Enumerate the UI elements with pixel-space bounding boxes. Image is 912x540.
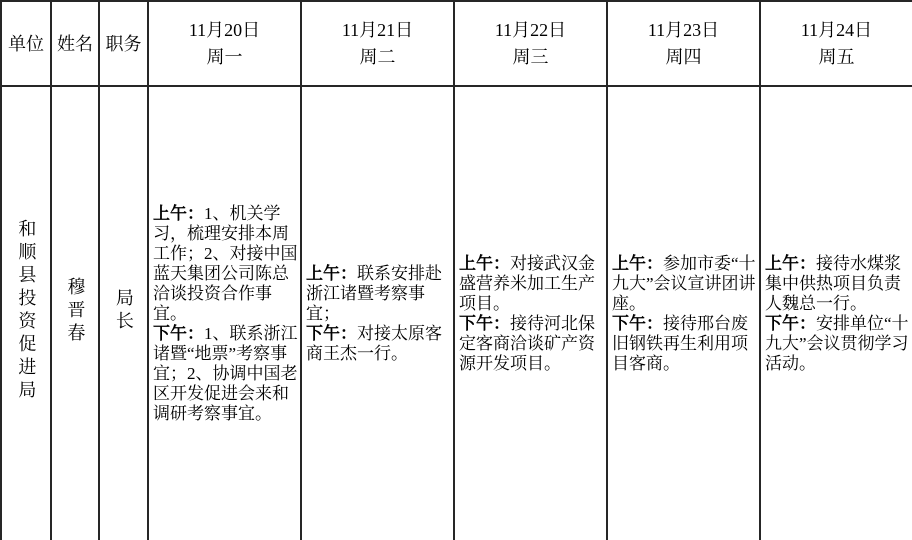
morning-text: 参加市委“十九大”会议宣讲团讲座。: [612, 253, 756, 313]
morning-label: 上午：: [153, 203, 204, 223]
afternoon-entry: [765, 314, 910, 374]
header-date: 11月24日: [800, 19, 873, 40]
header-day-friday: [760, 1, 912, 86]
afternoon-entry: [306, 324, 451, 364]
name-value: 穆晋春: [65, 276, 86, 346]
schedule-cell-thursday: [607, 86, 760, 540]
morning-entry: [765, 254, 910, 314]
afternoon-text: 接待邢台废旧钢铁再生利用项目客商。: [612, 313, 748, 373]
schedule-cell-tuesday: [301, 86, 454, 540]
unit-cell: [1, 86, 51, 540]
morning-label: 上午：: [765, 253, 816, 273]
header-weekday: 周五: [818, 46, 855, 67]
header-weekday: 周四: [665, 46, 702, 67]
morning-label: 上午：: [459, 253, 510, 273]
header-day-tuesday: [301, 1, 454, 86]
header-day-thursday: [607, 1, 760, 86]
header-date: 11月23日: [647, 19, 720, 40]
schedule-cell-monday: [148, 86, 301, 540]
header-date: 11月21日: [341, 19, 414, 40]
header-weekday: 周一: [206, 46, 243, 67]
morning-text: 联系安排赴浙江诸暨考察事宜；: [306, 263, 442, 323]
morning-text: 接待水煤浆集中供热项目负责人魏总一行。: [765, 253, 901, 313]
afternoon-entry: [153, 324, 298, 424]
afternoon-text: 安排单位“十九大”会议贯彻学习活动。: [765, 313, 909, 373]
afternoon-entry: [459, 314, 604, 374]
table-row: [1, 86, 912, 540]
morning-entry: [612, 254, 757, 314]
morning-label: 上午：: [306, 263, 357, 283]
header-date: 11月20日: [188, 19, 261, 40]
header-weekday: 周二: [359, 46, 396, 67]
afternoon-entry: [612, 314, 757, 374]
afternoon-text: 1、联系浙江诸暨“地票”考察事宜；2、协调中国老区开发促进会来和调研考察事宜。: [153, 323, 298, 423]
header-weekday: 周三: [512, 46, 549, 67]
morning-entry: [459, 254, 604, 314]
header-row: [1, 1, 912, 86]
header-day-wednesday: [454, 1, 607, 86]
header-position: 职务: [99, 1, 148, 86]
header-name: 姓名: [51, 1, 99, 86]
afternoon-label: 下午：: [306, 323, 357, 343]
afternoon-label: 下午：: [765, 313, 816, 333]
morning-text: 1、机关学习，梳理安排本周工作；2、对接中国蓝天集团公司陈总洽谈投资合作事宜。: [153, 203, 298, 323]
unit-value: 和顺县投资促进局: [16, 219, 37, 403]
morning-label: 上午：: [612, 253, 663, 273]
name-cell: [51, 86, 99, 540]
position-cell: [99, 86, 148, 540]
header-date: 11月22日: [494, 19, 567, 40]
position-value: 局长: [113, 288, 134, 334]
morning-entry: [153, 204, 298, 324]
schedule-cell-wednesday: [454, 86, 607, 540]
afternoon-text: 对接太原客商王杰一行。: [306, 323, 442, 363]
header-unit: 单位: [1, 1, 51, 86]
morning-entry: [306, 264, 451, 324]
header-day-monday: [148, 1, 301, 86]
afternoon-label: 下午：: [153, 323, 204, 343]
afternoon-label: 下午：: [459, 313, 510, 333]
schedule-cell-friday: [760, 86, 912, 540]
afternoon-text: 接待河北保定客商洽谈矿产资源开发项目。: [459, 313, 595, 373]
morning-text: 对接武汉金盛营养米加工生产项目。: [459, 253, 595, 313]
afternoon-label: 下午：: [612, 313, 663, 333]
